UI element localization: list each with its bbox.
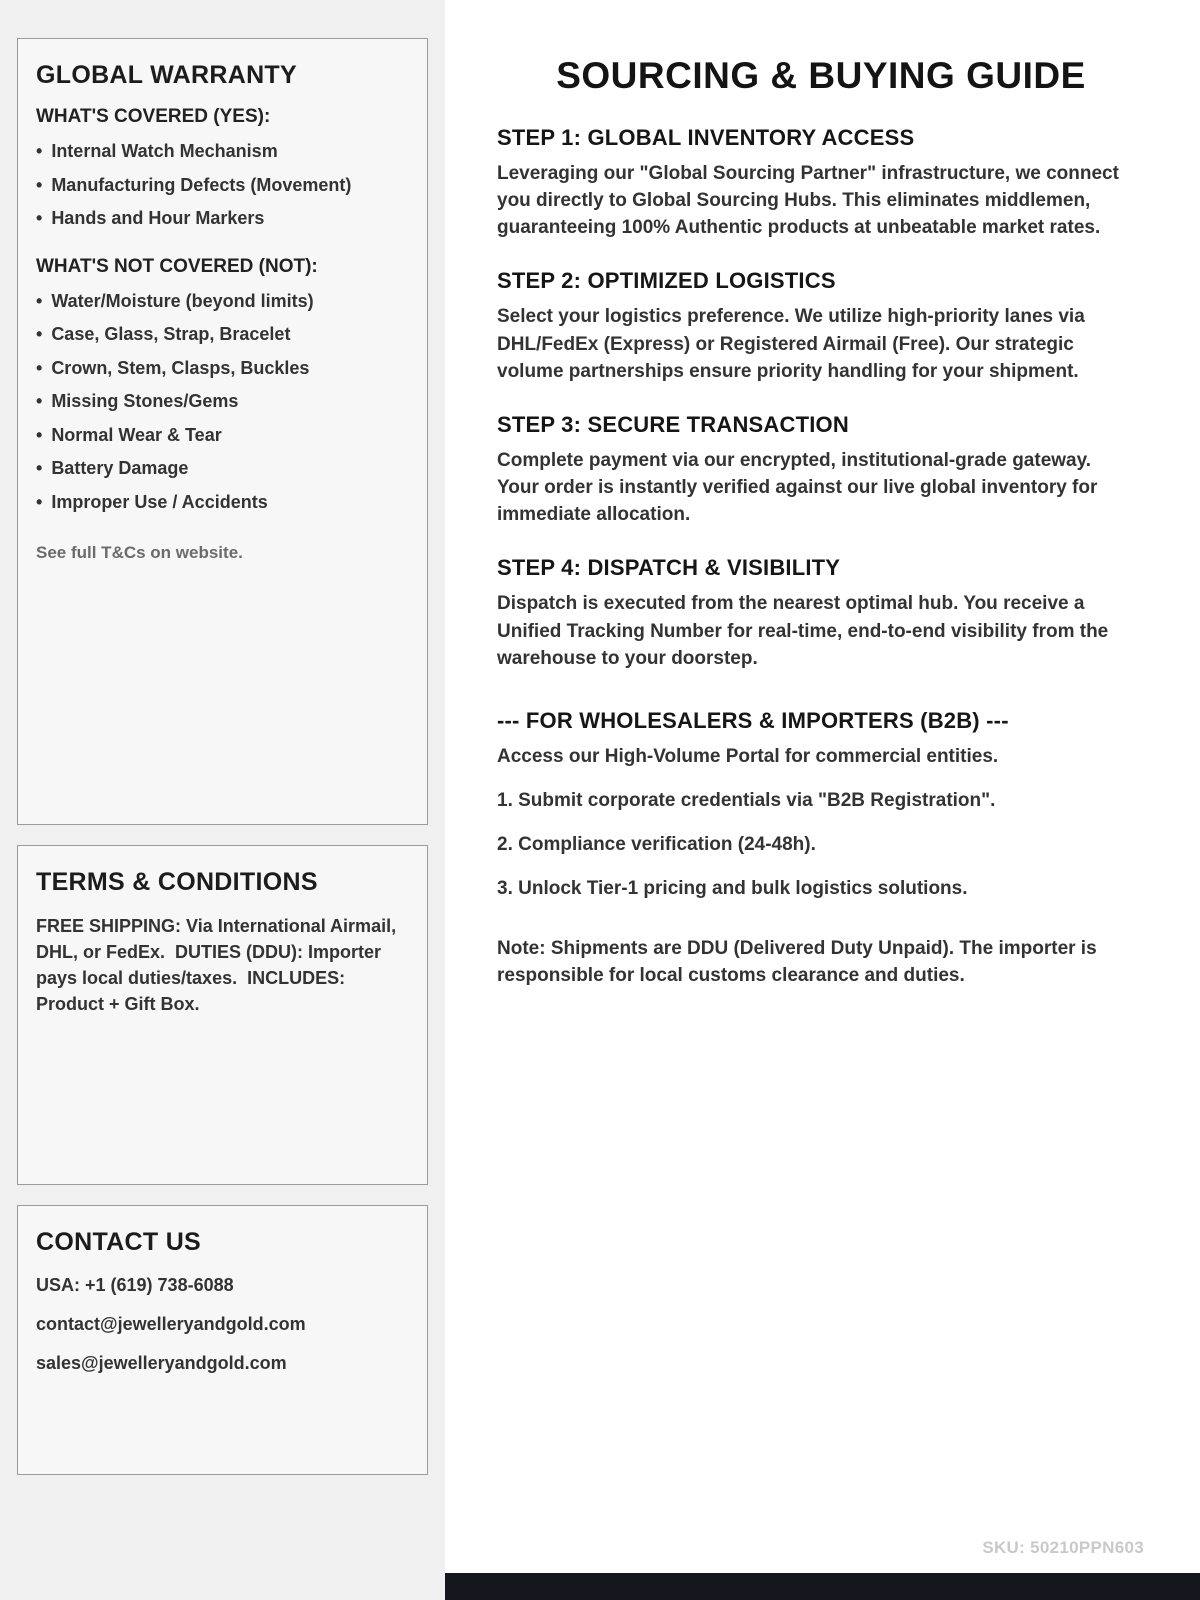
step-2-section (497, 268, 1145, 384)
warranty-title: GLOBAL WARRANTY (36, 61, 297, 89)
list-item: • Missing Stones/Gems (36, 390, 409, 413)
b2b-item-1: 1. Submit corporate credentials via "B2B Registration". (497, 790, 996, 812)
b2b-item-2: 2. Compliance verification (24-48h). (497, 834, 816, 856)
step-4-heading: STEP 4: DISPATCH & VISIBILITY (497, 555, 841, 581)
contact-phone: USA: +1 (619) 738-6088 (36, 1275, 234, 1295)
warranty-not-covered-heading: WHAT'S NOT COVERED (NOT): (36, 255, 318, 277)
step-3-body: Complete payment via our encrypted, institutional-grade gateway. Your order is instantly verified against our live global inventory for immediate allocation. (497, 449, 1098, 526)
list-item: • Water/Moisture (beyond limits) (36, 290, 409, 313)
sidebar (0, 0, 445, 1600)
warranty-section (17, 38, 428, 825)
contact-email-sales: sales@jewelleryandgold.com (36, 1353, 287, 1373)
terms-section (17, 845, 428, 1185)
list-item: • Manufacturing Defects (Movement) (36, 174, 409, 197)
step-1-body: Leveraging our "Global Sourcing Partner" infrastructure, we connect you directly to Global Sourcing Hubs. This eliminates middlemen, guaranteeing 100% Authentic products at unbeatable market rates. (497, 163, 1119, 239)
step-1-heading: STEP 1: GLOBAL INVENTORY ACCESS (497, 125, 915, 150)
list-item: • Case, Glass, Strap, Bracelet (36, 323, 409, 346)
list-item: • Hands and Hour Markers (36, 207, 409, 230)
terms-title: TERMS & CONDITIONS (36, 868, 318, 896)
page-title: SOURCING & BUYING GUIDE (556, 55, 1086, 96)
step-2-body: Select your logistics preference. We utilize high-priority lanes via DHL/FedEx (Express) or Registered Airmail (Free). Our strategic volume partnerships ensure priority handling for your shipment. (497, 306, 1085, 382)
list-item: • Normal Wear & Tear (36, 424, 409, 447)
list-item: • Improper Use / Accidents (36, 491, 409, 514)
b2b-heading: --- FOR WHOLESALERS & IMPORTERS (B2B) --- (497, 707, 1009, 733)
step-1-section (497, 125, 1145, 241)
terms-body: FREE SHIPPING: Via International Airmail, DHL, or FedEx. DUTIES (DDU): Importer pays local duties/taxes. INCLUDES: Product + Gift Box. (36, 916, 402, 1015)
bottom-bar (445, 1573, 1200, 1600)
step-2-heading: STEP 2: OPTIMIZED LOGISTICS (497, 268, 836, 294)
list-item: • Battery Damage (36, 457, 409, 480)
step-4-body: Dispatch is executed from the nearest optimal hub. You receive a Unified Tracking Number for real-time, end-to-end visibility from the warehouse to your doorstep. (497, 593, 1109, 669)
step-3-heading: STEP 3: SECURE TRANSACTION (497, 411, 849, 437)
b2b-section (497, 708, 1145, 989)
step-3-section (497, 412, 1145, 528)
b2b-intro: Access our High-Volume Portal for commercial entities. (497, 745, 999, 767)
warranty-footnote: See full T&Cs on website. (36, 543, 243, 562)
list-item: • Internal Watch Mechanism (36, 140, 409, 163)
sku-label: SKU: 50210PPN603 (982, 1538, 1144, 1557)
b2b-item-3: 3. Unlock Tier-1 pricing and bulk logistics solutions. (497, 878, 968, 900)
b2b-note: Note: Shipments are DDU (Delivered Duty Unpaid). The importer is responsible for local customs clearance and duties. (497, 937, 1097, 986)
main-content (445, 0, 1200, 1600)
warranty-not-covered-list (36, 290, 409, 514)
contact-email-primary: contact@jewelleryandgold.com (36, 1314, 306, 1334)
warranty-covered-list (36, 140, 409, 230)
contact-section (17, 1205, 428, 1475)
list-item: • Crown, Stem, Clasps, Buckles (36, 357, 409, 380)
step-4-section (497, 555, 1145, 671)
contact-title: CONTACT US (36, 1228, 202, 1256)
warranty-covered-heading: WHAT'S COVERED (YES): (36, 106, 271, 127)
